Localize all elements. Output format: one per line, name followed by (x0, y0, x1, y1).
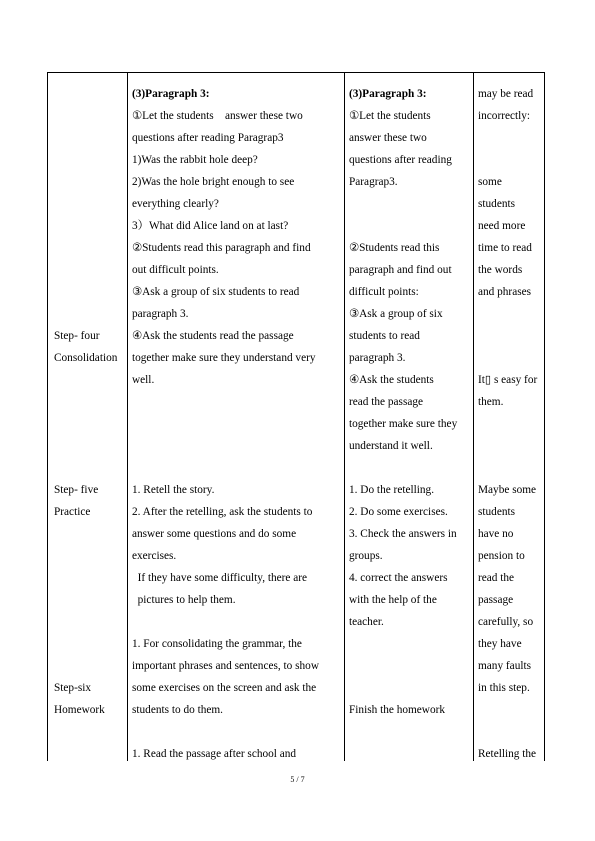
note-line: the words (478, 264, 523, 276)
student-activity-line: ③Ask a group of six (349, 308, 443, 320)
teacher-activity-line: 3）What did Alice land on at last? (132, 220, 289, 232)
note-line: It▯ s easy for (478, 374, 538, 386)
teacher-activity-line: If they have some difficulty, there are (132, 572, 308, 584)
teacher-activity-line: paragraph 3. (132, 308, 189, 320)
column-divider (127, 73, 128, 761)
student-activity-line: (3)Paragraph 3: (349, 88, 427, 100)
note-line: many faults (478, 660, 532, 672)
page-number: 5 / 7 (290, 775, 305, 784)
student-activity-line: ①Let the students (349, 110, 431, 122)
student-activity-line: Finish the homework (349, 704, 446, 716)
note-line: may be read (478, 88, 534, 100)
teacher-activity-line: exercises. (132, 550, 177, 562)
step-label: Homework (54, 704, 105, 716)
teacher-activity-line: ③Ask a group of six students to read (132, 286, 300, 298)
teacher-activity-line: 1. Retell the story. (132, 484, 215, 496)
step-label: Step-six (54, 682, 92, 694)
teacher-activity-line: out difficult points. (132, 264, 219, 276)
teacher-activity-line: ②Students read this paragraph and find (132, 242, 311, 254)
step-label: Practice (54, 506, 91, 518)
teacher-activity-line: well. (132, 374, 155, 386)
teacher-activity-line: 2. After the retelling, ask the students to (132, 506, 313, 518)
note-line: have no (478, 528, 514, 540)
student-activity-line: difficult points: (349, 286, 419, 298)
teacher-activity-line: (3)Paragraph 3: (132, 88, 210, 100)
note-line: students (478, 506, 516, 518)
student-activity-line: understand it well. (349, 440, 433, 452)
note-line: need more (478, 220, 526, 232)
column-divider (344, 73, 345, 761)
lesson-plan-table (47, 72, 545, 761)
note-line: Retelling the (478, 748, 537, 760)
teacher-activity-line: everything clearly? (132, 198, 219, 210)
step-label: Step- five (54, 484, 99, 496)
teacher-activity-line: 1. For consolidating the grammar, the (132, 638, 302, 650)
student-activity-line: paragraph and find out (349, 264, 452, 276)
teacher-activity-line: 1)Was the rabbit hole deep? (132, 154, 258, 166)
student-activity-line: students to read (349, 330, 420, 342)
student-activity-line: with the help of the (349, 594, 437, 606)
note-line: Maybe some (478, 484, 537, 496)
teacher-activity-line: pictures to help them. (132, 594, 236, 606)
student-activity-line: together make sure they (349, 418, 458, 430)
student-activity-line: teacher. (349, 616, 384, 628)
teacher-activity-line: 2)Was the hole bright enough to see (132, 176, 295, 188)
student-activity-line: ②Students read this (349, 242, 440, 254)
student-activity-line: 4. correct the answers (349, 572, 448, 584)
note-line: students (478, 198, 516, 210)
student-activity-line: Paragrap3. (349, 176, 398, 188)
teacher-activity-line: students to do them. (132, 704, 223, 716)
teacher-activity-line: ①Let the students answer these two (132, 110, 303, 122)
note-line: carefully, so (478, 616, 534, 628)
student-activity-line: read the passage (349, 396, 424, 408)
teacher-activity-line: answer some questions and do some (132, 528, 297, 540)
student-activity-line: questions after reading (349, 154, 452, 166)
note-line: read the (478, 572, 515, 584)
teacher-activity-line: questions after reading Paragrap3 (132, 132, 284, 144)
teacher-activity-line: important phrases and sentences, to show (132, 660, 319, 672)
student-activity-line: answer these two (349, 132, 427, 144)
note-line: some (478, 176, 502, 188)
note-line: incorrectly: (478, 110, 531, 122)
teacher-activity-line: some exercises on the screen and ask the (132, 682, 317, 694)
note-line: them. (478, 396, 504, 408)
column-divider (473, 73, 474, 761)
student-activity-line: 3. Check the answers in (349, 528, 457, 540)
student-activity-line: groups. (349, 550, 383, 562)
note-line: they have (478, 638, 522, 650)
step-label: Step- four (54, 330, 100, 342)
note-line: in this step. (478, 682, 530, 694)
student-activity-line: 1. Do the retelling. (349, 484, 435, 496)
teacher-activity-line: 1. Read the passage after school and (132, 748, 297, 760)
teacher-activity-line: together make sure they understand very (132, 352, 316, 364)
note-line: pension to (478, 550, 525, 562)
note-line: and phrases (478, 286, 532, 298)
note-line: time to read (478, 242, 532, 254)
teacher-activity-line: ④Ask the students read the passage (132, 330, 294, 342)
student-activity-line: ④Ask the students (349, 374, 434, 386)
student-activity-line: 2. Do some exercises. (349, 506, 448, 518)
note-line: passage (478, 594, 514, 606)
step-label: Consolidation (54, 352, 118, 364)
student-activity-line: paragraph 3. (349, 352, 406, 364)
